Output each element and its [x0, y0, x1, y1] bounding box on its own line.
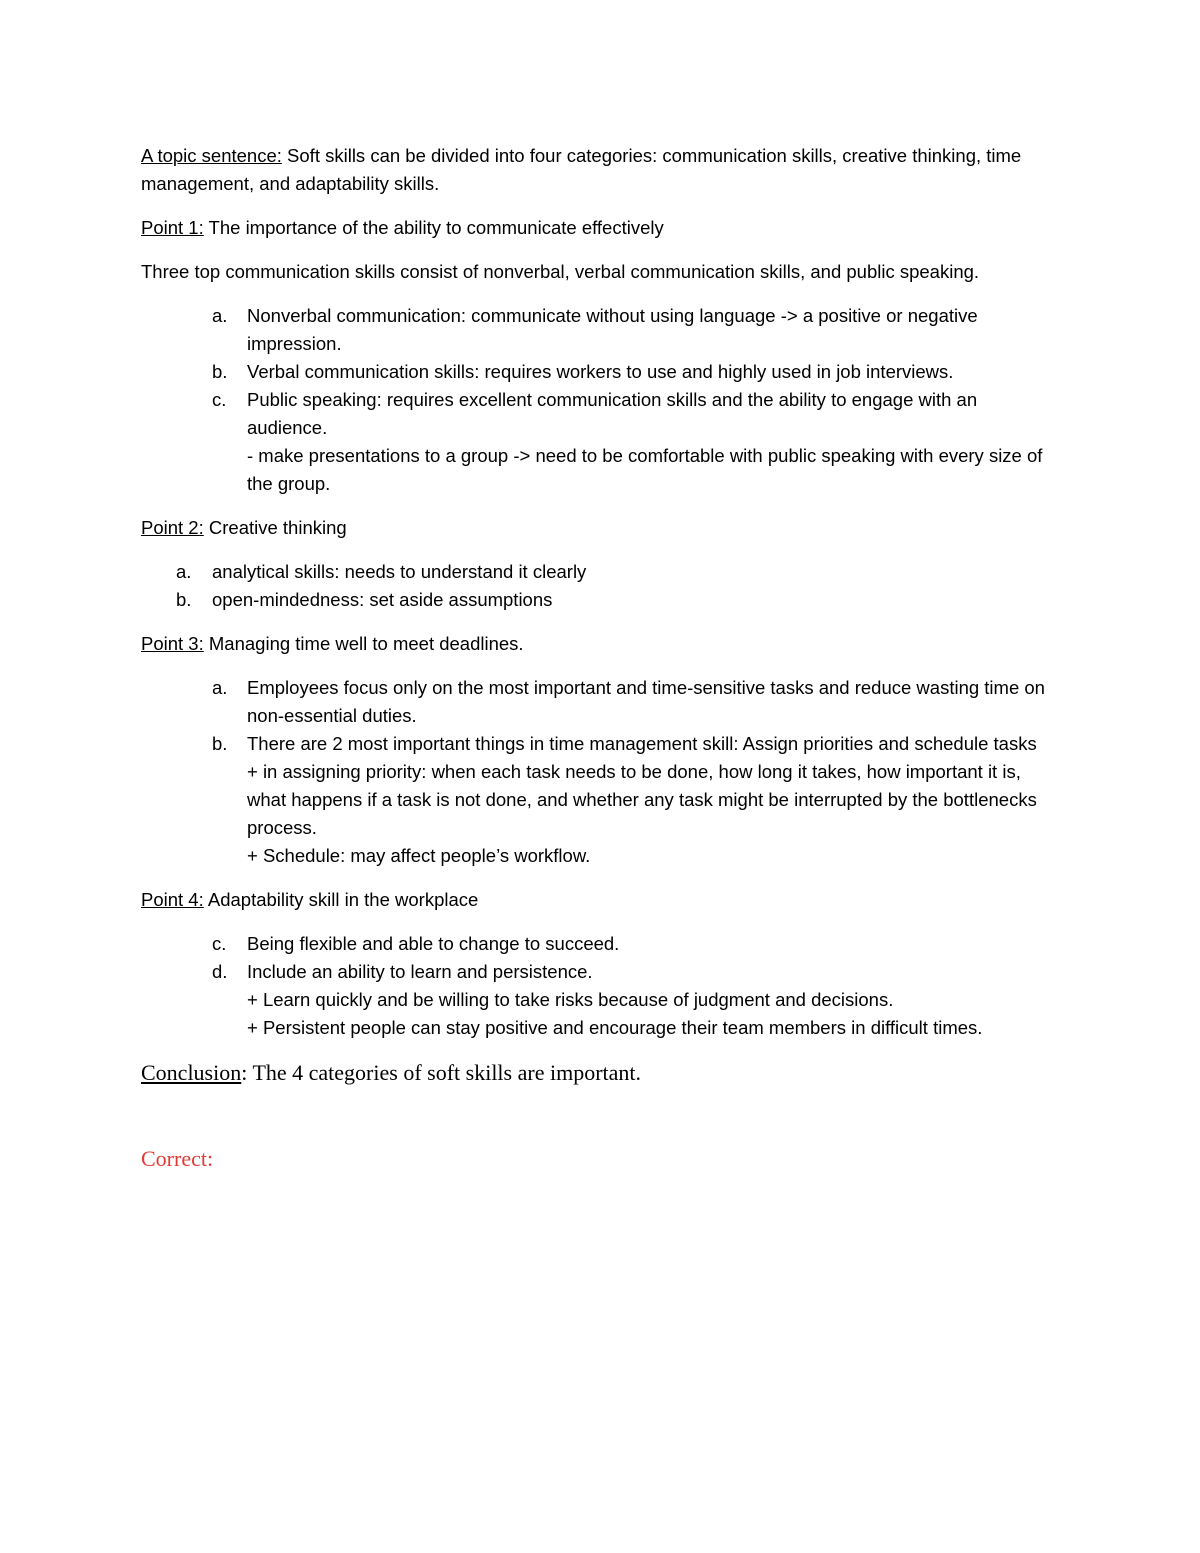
list-item-text: Nonverbal communication: communicate without using language -> a positive or negative impression.	[247, 305, 978, 354]
list-marker: b.	[212, 733, 228, 754]
list-item-text: open-mindedness: set aside assumptions	[212, 589, 553, 610]
list-marker: b.	[212, 361, 228, 382]
topic-label: A topic sentence:	[141, 145, 282, 166]
list-item-subnote: + in assigning priority: when each task needs to be done, how long it takes, how important it is, what happens if a task is not done, and whether any task might be interrupted by the bottlenecks process.	[247, 761, 1037, 838]
conclusion-label: Conclusion	[141, 1060, 242, 1085]
point-3-label: Point 3:	[141, 633, 204, 654]
list-marker: a.	[212, 677, 228, 698]
point-4-list	[141, 930, 1061, 1042]
conclusion-text: : The 4 categories of soft skills are important.	[241, 1060, 642, 1085]
list-item-text: Verbal communication skills: requires workers to use and highly used in job interviews.	[247, 361, 954, 382]
list-marker: c.	[212, 933, 227, 954]
list-item	[141, 674, 1061, 730]
list-item	[141, 386, 1061, 498]
list-marker: a.	[176, 561, 192, 582]
list-item-text: Being flexible and able to change to succeed.	[247, 933, 620, 954]
point-1-label: Point 1:	[141, 217, 204, 238]
point-1-list	[141, 302, 1061, 498]
list-item-text: Employees focus only on the most important and time-sensitive tasks and reduce wasting time on non-essential duties.	[247, 677, 1045, 726]
list-item	[141, 730, 1061, 870]
point-1-heading	[141, 214, 1061, 242]
topic-sentence	[141, 142, 1061, 198]
list-item-text: There are 2 most important things in time management skill: Assign priorities and schedule tasks	[247, 733, 1037, 754]
list-item-subnote: + Persistent people can stay positive and encourage their team members in difficult times.	[247, 1017, 983, 1038]
point-3-list	[141, 674, 1061, 870]
list-item	[141, 558, 1061, 586]
list-item	[141, 586, 1061, 614]
list-marker: d.	[212, 961, 228, 982]
point-3-text: Managing time well to meet deadlines.	[203, 633, 524, 654]
list-item	[141, 358, 1061, 386]
list-item-text: Include an ability to learn and persistence.	[247, 961, 593, 982]
list-item	[141, 958, 1061, 1042]
point-2-label: Point 2:	[141, 517, 204, 538]
point-1-text: The importance of the ability to communicate effectively	[203, 217, 664, 238]
point-1-intro: Three top communication skills consist of nonverbal, verbal communication skills, and public speaking.	[141, 261, 980, 282]
point-2-text: Creative thinking	[203, 517, 347, 538]
point-4-text: Adaptability skill in the workplace	[203, 889, 479, 910]
list-marker: c.	[212, 389, 227, 410]
list-item-subnote: - make presentations to a group -> need to be comfortable with public speaking with every size of the group.	[247, 445, 1043, 494]
list-item-text: Public speaking: requires excellent communication skills and the ability to engage with an audience.	[247, 389, 978, 438]
list-marker: a.	[212, 305, 228, 326]
correct-label: Correct:	[141, 1146, 214, 1171]
list-item-text: analytical skills: needs to understand it clearly	[212, 561, 587, 582]
list-item	[141, 302, 1061, 358]
list-item-subnote: + Learn quickly and be willing to take risks because of judgment and decisions.	[247, 989, 894, 1010]
conclusion	[141, 1058, 1061, 1088]
point-2-heading	[141, 514, 1061, 542]
topic-text: Soft skills can be divided into four categories: communication skills, creative thinking, time management, and adaptability skills.	[141, 145, 1022, 194]
point-4-label: Point 4:	[141, 889, 204, 910]
list-item-subnote: + Schedule: may affect people’s workflow.	[247, 845, 591, 866]
point-3-heading	[141, 630, 1061, 658]
list-marker: b.	[176, 589, 192, 610]
list-item	[141, 930, 1061, 958]
point-4-heading	[141, 886, 1061, 914]
point-2-list	[141, 558, 1061, 614]
document-content	[141, 142, 1061, 1174]
